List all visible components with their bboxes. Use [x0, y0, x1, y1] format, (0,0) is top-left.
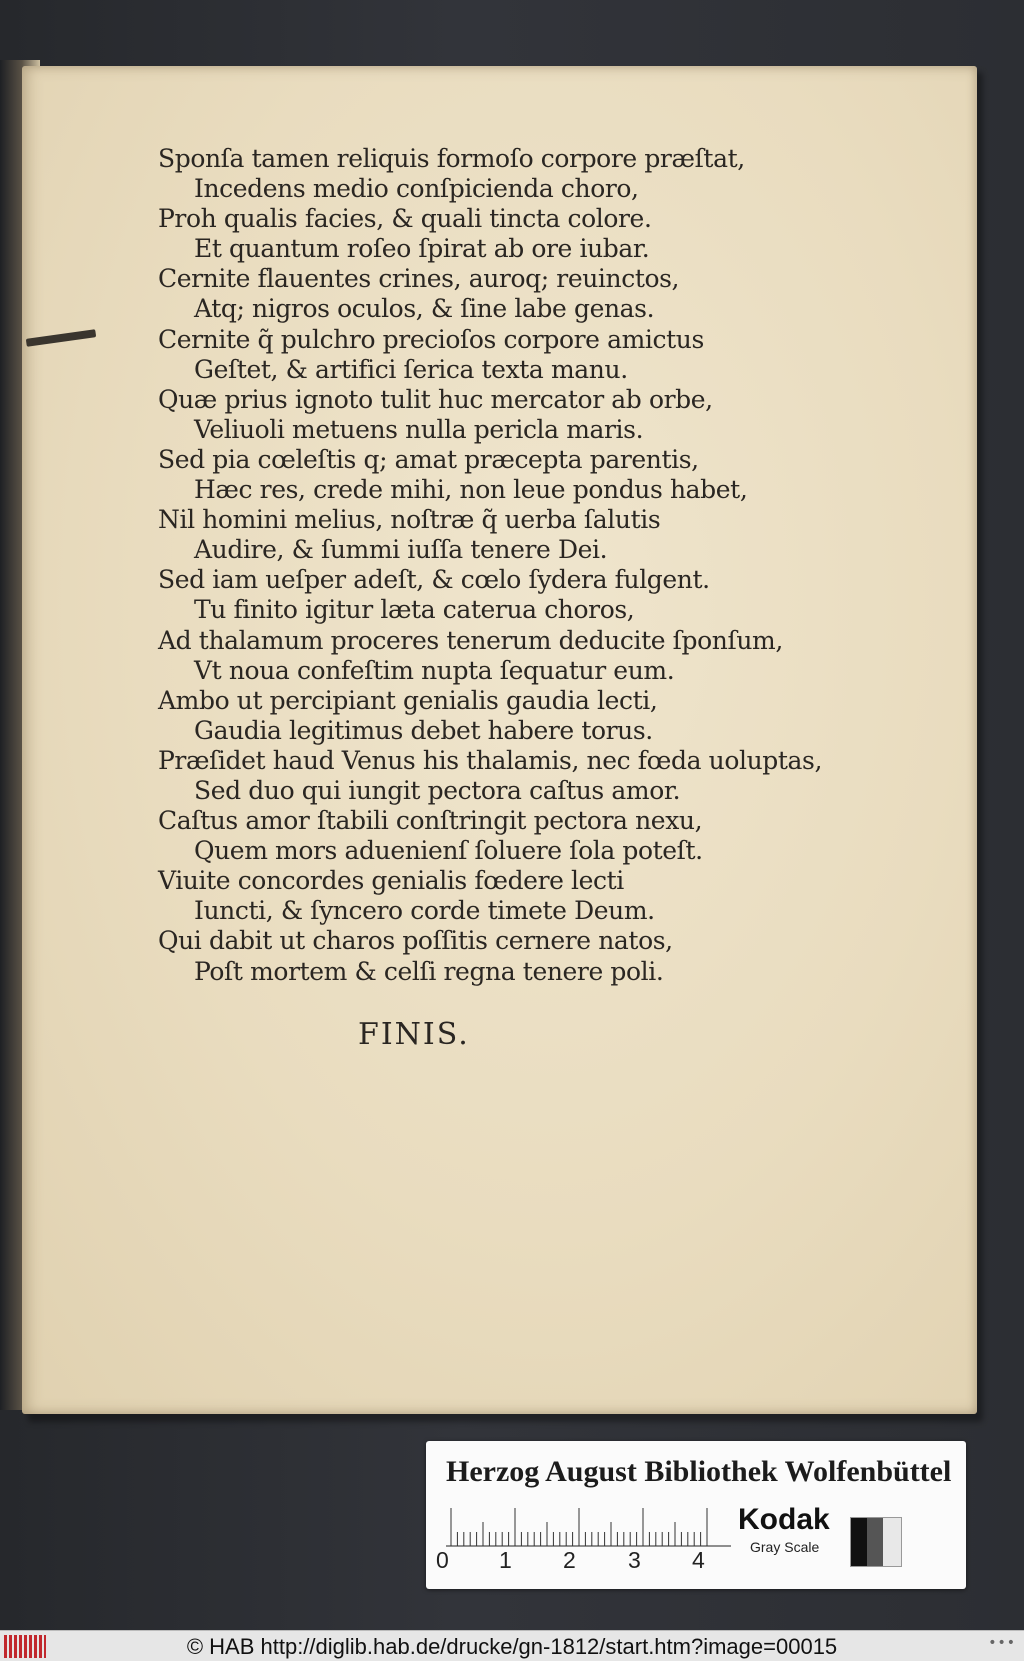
- verse-line: Poſt mortem & celſi regna tenere poli.: [194, 956, 664, 986]
- verse-line: Geſtet, & artifici ſerica texta manu.: [194, 354, 628, 384]
- verse-line: Sed pia cœleſtis q; amat præcepta parentis,: [158, 444, 699, 474]
- verse-line: Atq; nigros oculos, & ſine labe genas.: [194, 294, 655, 324]
- verse-line: Veliuoli metuens nulla pericla maris.: [194, 414, 644, 444]
- verse-line: Qui dabit ut charos poſſitis cernere natos,: [158, 926, 673, 956]
- verse-line: Præſidet haud Venus his thalamis, nec fœda uoluptas,: [158, 745, 823, 775]
- ruler-number: 4: [692, 1547, 705, 1573]
- gray-scale-label: Gray Scale: [750, 1539, 820, 1555]
- verse-line: Cernite flauentes crines, auroq; reuinctos,: [158, 264, 680, 294]
- verse-line: Incedens medio conſpicienda choro,: [194, 174, 639, 204]
- verse-line: Ad thalamum proceres tenerum deducite ſponſum,: [158, 625, 783, 655]
- verse-line: Caſtus amor ſtabili conſtringit pectora nexu,: [158, 806, 703, 836]
- verse-line: Audire, & ſummi iuſſa tenere Dei.: [194, 535, 608, 565]
- verse-line: Vt noua confeſtim nupta ſequatur eum.: [194, 655, 675, 685]
- verse-line: Sed duo qui iungit pectora caſtus amor.: [194, 775, 681, 805]
- verse-line: Gaudia legitimus debet habere torus.: [194, 715, 653, 745]
- ruler-number: 0: [436, 1547, 449, 1573]
- finis-label: FINIS.: [358, 1017, 470, 1052]
- ruler-number: 2: [563, 1547, 576, 1573]
- footer-bar: [0, 1630, 1024, 1661]
- verse-line: Sed iam ueſper adeſt, & cœlo ſydera fulgent.: [158, 565, 710, 595]
- library-name: Herzog August Bibliothek Wolfenbüttel: [446, 1455, 952, 1488]
- verse-line: Tu finito igitur læta caterua choros,: [194, 595, 635, 625]
- verse-line: Proh qualis facies, & quali tincta colore.: [158, 204, 652, 234]
- verse-line: Hæc res, crede mihi, non leue pondus habet,: [194, 475, 748, 505]
- kodak-brand: Kodak: [738, 1503, 830, 1536]
- verse-line: Nil homini melius, noſtræ q̃ uerba ſalutis: [158, 505, 661, 535]
- poem-text: [158, 144, 838, 987]
- verse-line: Quæ prius ignoto tulit huc mercator ab orbe,: [158, 384, 713, 414]
- verse-line: Sponſa tamen reliquis formoſo corpore præſtat,: [158, 144, 745, 173]
- gray-swatch-icon: [850, 1517, 902, 1567]
- verse-line: Et quantum roſeo ſpirat ab ore iubar.: [194, 234, 650, 264]
- ruler-number: 1: [499, 1547, 512, 1573]
- ruler-numbers: [436, 1547, 736, 1577]
- more-menu-icon[interactable]: •••: [988, 1635, 1016, 1651]
- verse-line: Iuncti, & ſyncero corde timete Deum.: [194, 896, 655, 926]
- ruler-number: 3: [628, 1547, 641, 1573]
- verse-line: Quem mors aduenienſ ſoluere ſola poteſt.: [194, 836, 703, 866]
- color-scale-card: [426, 1441, 966, 1589]
- verse-line: Cernite q̃ pulchro precioſos corpore amictus: [158, 324, 704, 354]
- verse-line: Viuite concordes genialis fœdere lecti: [158, 866, 624, 896]
- ruler-icon: [446, 1507, 731, 1547]
- footer-credit-link[interactable]: © HAB http://diglib.hab.de/drucke/gn-1812/start.htm?image=00015: [186, 1634, 838, 1659]
- verse-line: Ambo ut percipiant genialis gaudia lecti,: [158, 685, 658, 715]
